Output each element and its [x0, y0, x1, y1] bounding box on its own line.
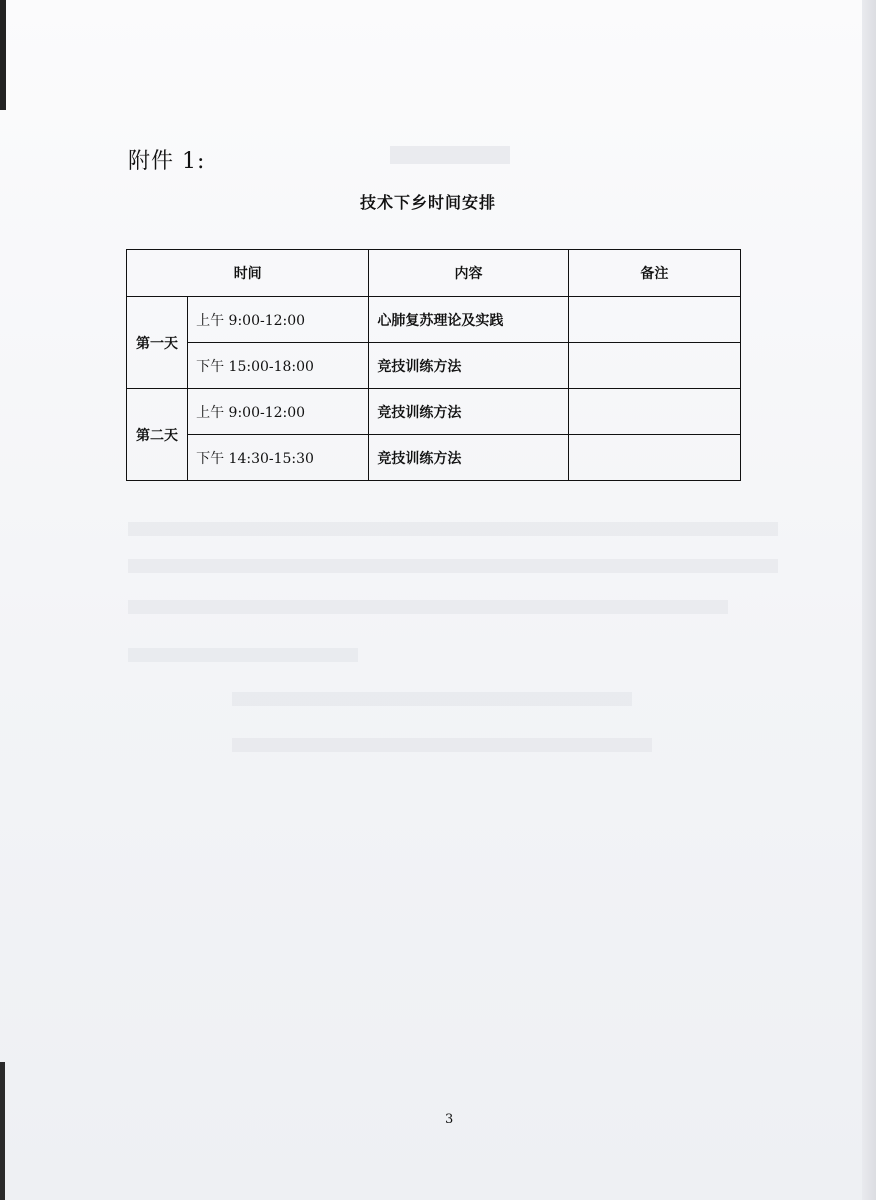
scan-edge-shadow [862, 0, 876, 1200]
header-time: 时间 [127, 250, 369, 297]
session-content: 竞技训练方法 [369, 435, 568, 481]
session-note [568, 343, 740, 389]
day-label: 第一天 [127, 297, 188, 389]
schedule-table [126, 249, 741, 481]
table-row [127, 435, 741, 481]
show-through-text [128, 522, 778, 536]
session-content: 心肺复苏理论及实践 [369, 297, 568, 343]
table-row [127, 389, 741, 435]
show-through-text [128, 600, 728, 614]
session-note [568, 389, 740, 435]
attachment-label: 附件 1: [128, 149, 206, 174]
show-through-text [390, 146, 510, 164]
session-note [568, 435, 740, 481]
header-content: 内容 [369, 250, 568, 297]
session-time: 上午 9:00-12:00 [188, 389, 369, 435]
session-content: 竞技训练方法 [369, 389, 568, 435]
session-note [568, 297, 740, 343]
table-row [127, 297, 741, 343]
document-title: 技术下乡时间安排 [360, 193, 497, 212]
show-through-text [128, 559, 778, 573]
scan-edge-shadow [0, 1062, 5, 1200]
page-number: 3 [445, 1112, 454, 1127]
table-row [127, 343, 741, 389]
session-time: 下午 15:00-18:00 [188, 343, 369, 389]
show-through-text [232, 692, 632, 706]
session-content: 竞技训练方法 [369, 343, 568, 389]
header-note: 备注 [568, 250, 740, 297]
show-through-text [232, 738, 652, 752]
show-through-text [128, 648, 358, 662]
scan-edge-shadow [0, 0, 6, 110]
day-label: 第二天 [127, 389, 188, 481]
table-header-row [127, 250, 741, 297]
session-time: 下午 14:30-15:30 [188, 435, 369, 481]
session-time: 上午 9:00-12:00 [188, 297, 369, 343]
